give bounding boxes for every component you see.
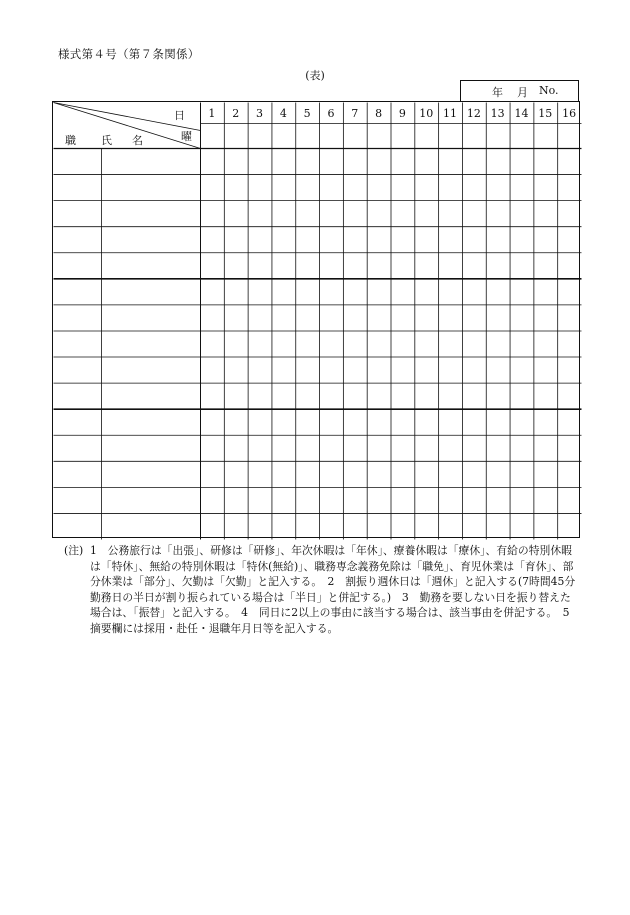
number-label: No.	[539, 84, 559, 97]
corner-day-label: 日	[174, 109, 185, 122]
day-header-5: 5	[303, 107, 311, 120]
note-item-5: 5 摘要欄には採用・赴任・退職年月日等を記入する。	[90, 606, 581, 635]
day-header-10: 10	[419, 107, 434, 120]
day-header-2: 2	[232, 107, 240, 120]
notes-body	[90, 543, 580, 637]
day-header-13: 13	[490, 107, 505, 120]
name-label-first: 氏	[101, 134, 112, 147]
day-header-8: 8	[375, 107, 383, 120]
day-header-11: 11	[443, 107, 458, 120]
day-header-6: 6	[327, 107, 335, 120]
name-label-second: 名	[132, 134, 143, 147]
corner-weekday-label: 曜	[181, 130, 192, 143]
note-item-1: 1 公務旅行は「出張」、研修は「研修」、年次休暇は「年休」、療養休暇は「療休」、有給の特別休暇は「特休」、無給の特別休暇は「特休(無給)」、職務専念義務免除は「職免」、育児休業は「育休」、部分休業は「部分」、欠勤は「欠勤」と記入する。	[90, 544, 574, 589]
attendance-table	[52, 101, 580, 538]
notes-label: (注)	[64, 544, 84, 557]
note-item-4: 4 同日に2以上の事由に該当する場合は、該当事由を併記する。	[241, 606, 552, 620]
note-item-2: 2 割振り週休日は「週休」と記入する(7時間45分勤務日の半日が割り振られている場合は「半日」と併記する。)	[90, 575, 576, 604]
day-header-4: 4	[279, 107, 287, 120]
day-header-16: 16	[562, 107, 577, 120]
note-item-3: 3 勤務を要しない日を振り替えた場合は、「振替」と記入する。	[90, 590, 571, 620]
year-label: 年	[492, 86, 503, 99]
month-label: 月	[517, 86, 528, 99]
day-header-14: 14	[514, 107, 529, 120]
day-header-9: 9	[398, 107, 406, 120]
day-header-7: 7	[351, 107, 359, 120]
table-grid-lines	[52, 101, 583, 541]
day-header-15: 15	[538, 107, 553, 120]
form-number: 様式第４号（第７条関係）	[58, 47, 200, 61]
day-header-1: 1	[208, 107, 216, 120]
position-column-label: 職	[65, 134, 76, 147]
day-header-12: 12	[466, 107, 481, 120]
notes-section	[64, 543, 580, 637]
form-side-label: (表)	[305, 69, 325, 82]
day-header-3: 3	[256, 107, 264, 120]
year-month-number-box	[460, 80, 579, 101]
